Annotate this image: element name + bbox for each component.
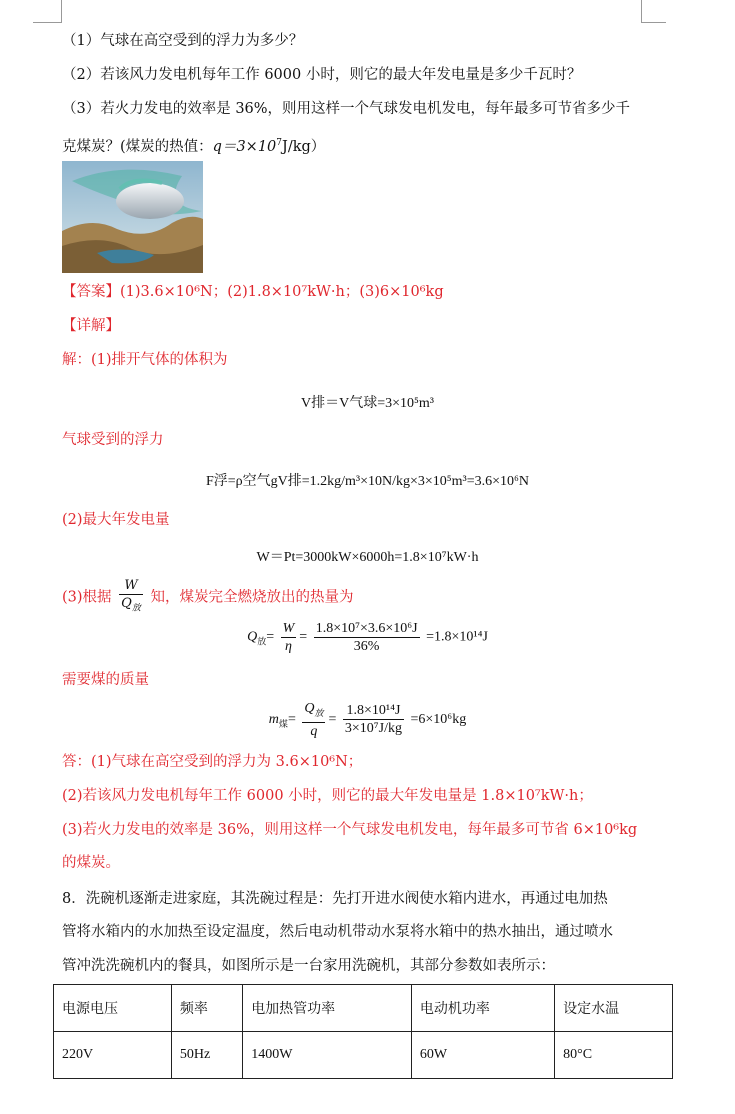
part-2-label: (2)最大年发电量 — [62, 512, 170, 528]
page-corner-mark-right — [641, 0, 666, 23]
equation-buoyancy: F浮=ρ空气gV排=1.2kg/m³×10N/kg×3×10⁵m³=3.6×10⁶N — [205, 474, 530, 489]
table-header-cell: 频率 — [171, 985, 242, 1032]
question-8-line-3: 管冲洗洗碗机内的餐具，如图所示是一台家用洗碗机，其部分参数如表所示： — [62, 958, 555, 974]
equation-energy: W＝Pt=3000kW×6000h=1.8×10⁷kW·h — [256, 550, 479, 565]
table-cell: 220V — [54, 1032, 172, 1079]
buoyancy-label: 气球受到的浮力 — [62, 432, 164, 448]
table-cell: 80°C — [555, 1032, 673, 1079]
equation-volume: V排＝V气球=3×10⁵m³ — [301, 396, 434, 411]
final-answer-2: (2)若该风力发电机每年工作 6000 小时，则它的最大年发电量是 1.8×10⁷kW·h； — [62, 788, 593, 804]
table-cell: 60W — [411, 1032, 554, 1079]
table-header-cell: 电源电压 — [54, 985, 172, 1032]
question-8-line-1: 8．洗碗机逐渐走进家庭，其洗碗过程是：先打开进水阀使水箱内进水，再通过电加热 — [62, 891, 608, 907]
question-2: （2）若该风力发电机每年工作 6000 小时，则它的最大年发电量是多少千瓦时？ — [62, 67, 582, 83]
dishwasher-parameters-table — [53, 984, 673, 1079]
table-header-cell: 设定水温 — [555, 985, 673, 1032]
table-cell: 50Hz — [171, 1032, 242, 1079]
balloon-generator-photo — [62, 161, 203, 273]
final-answer-3: (3)若火力发电的效率是 36%，则用这样一个气球发电机发电，每年最多可节省 6×10⁶kg — [62, 822, 638, 838]
efficiency-formula: $\frac{W}{Q_放}$ — [121, 578, 141, 614]
detail-label: 【详解】 — [62, 318, 120, 334]
table-row — [54, 1032, 673, 1079]
table-header-row — [54, 985, 673, 1032]
table-header-cell: 电动机功率 — [411, 985, 554, 1032]
page-corner-mark-left — [33, 0, 62, 23]
question-3-line-2: 克煤炭？(煤炭的热值：$q=3\times 10^7J/kg$） — [62, 138, 326, 155]
question-8-line-2: 管将水箱内的水加热至设定温度，然后电动机带动水泵将水箱中的热水抽出，通过喷水 — [62, 924, 613, 940]
equation-coal-mass: $m_煤=$ $\frac{Q_放}{q}$ = $\frac{\text{1.8×10¹⁴J}}{\text{3×10⁷J/kg}}$ =6×10⁶kg — [268, 701, 467, 739]
final-answer-3-cont: 的煤炭。 — [62, 855, 120, 871]
coal-label: 需要煤的质量 — [62, 672, 149, 688]
question-1: （1）气球在高空受到的浮力为多少？ — [62, 33, 304, 49]
final-answer-1: 答：(1)气球在高空受到的浮力为 3.6×10⁶N； — [62, 754, 363, 770]
question-3-line-1: （3）若火力发电的效率是 36%，则用这样一个气球发电机发电，每年最多可节省多少千 — [62, 101, 631, 117]
table-header-cell: 电加热管功率 — [243, 985, 412, 1032]
table-cell: 1400W — [243, 1032, 412, 1079]
part-3-label: (3)根据 $\frac{W}{Q_放}$ 知，煤炭完全燃烧放出的热量为 — [62, 577, 353, 618]
solution-intro: 解：(1)排开气体的体积为 — [62, 352, 228, 368]
equation-heat: $Q_放=$ $\frac{W}{\eta}$ = $\frac{\text{1.8×10⁷×3.6×10⁶J}}{36\%}$ =1.8×10¹⁴J — [247, 621, 488, 654]
answer-line: 【答案】(1)3.6×10⁶N；(2)1.8×10⁷kW·h；(3)6×10⁶kg — [62, 284, 444, 300]
